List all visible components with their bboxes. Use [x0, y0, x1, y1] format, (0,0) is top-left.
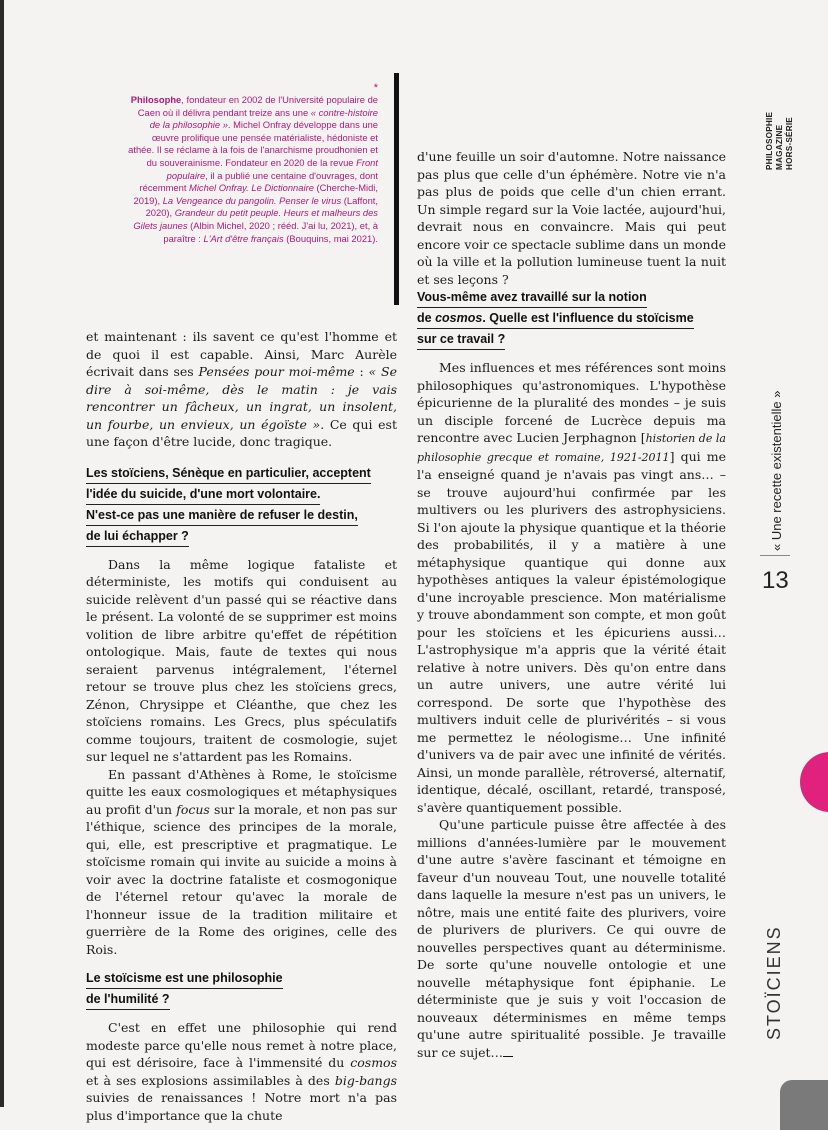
interview-question: Le stoïcisme est une philosophie de l'humilité ? [86, 970, 397, 1010]
paragraph: et maintenant : ils savent ce qu'est l'homme et de quoi il est capable. Ainsi, Marc Aurèle écrivait dans ses Pensées pour moi-même : « Se dire à soi-même, dès le matin : je vais rencontrer un fâcheux, un ingrat, un insolent, un fourbe, un envieux, un égoïste ». Ce qui est une façon d'être lucide, donc tragique. [86, 329, 397, 449]
left-column [86, 328, 397, 1124]
paragraph: Dans la même logique fataliste et déterministe, les motifs qui conduisent au suicide relèvent d'un passé qui se réactive dans le présent. La volonté de se supprimer est moins volition de libre arbitre qu'effet de répétition ontologique. Mais, faute de textes qui nous seraient parvenus intégralement, l'éternel retour se trouve plus chez les stoïciens grecs, Zénon, Chrysippe et Cléanthe, que chez les stoïciens romains. Les Grecs, plus spéculatifs comme toujours, traitent de cosmologie, sujet sur lequel ne s'attardent pas les Romains. [86, 556, 397, 764]
section-label: STOÏCIENS [764, 925, 784, 1040]
paragraph: En passant d'Athènes à Rome, le stoïcisme quitte les eaux cosmologiques et métaphysiques au profit d'un focus sur la morale, et non pas sur l'éthique, science des principes de la morale, qui, elle, est prescriptive et pragmatique. Le stoïcisme romain qui invite au suicide a moins à voir avec la doctrine fataliste et cosmogonique de l'éternel retour qu'avec la morale de l'honneur issue de la tradition militaire et guerrière de la Rome des origines, celle des Rois. [86, 766, 397, 957]
page-spine-edge [0, 0, 4, 1107]
paragraph: Qu'une particule puisse être affectée à des millions d'années-lumière par le mouvement d'une autre s'avère fascinant et témoigne en faveur d'un nouveau Tout, une nouvelle totalité dans laquelle la mesure n'est pas un univers, le nôtre, mais une entité faite des plurivers, voire de plurivers de plurivers. Ce qui ouvre de nouvelles perspectives quant au déterminisme. De sorte qu'une nouvelle ontologie et une nouvelle métaphysique font épiphanie. Le déterministe que je suis y voit l'occasion de nouveaux déterminismes en même temps qu'une autre spiritualité possible. Je travaille sur ce sujet… [417, 817, 726, 1060]
paragraph: d'une feuille un soir d'automne. Notre naissance pas plus que celle d'un éphémère. Notre vie n'a pas plus de poids que celle d'un chien errant. Un simple regard sur la Voie lactée, aujourd'hui, devrait nous en convaincre. Mais qui peut encore voir ce spectacle sublime dans un monde où la ville et la pollution lumineuse tuent la nuit et ses leçons ? [417, 149, 726, 287]
right-column-top [417, 148, 726, 288]
author-bio: * Philosophe, fondateur en 2002 de l'Université populaire de Caen où il délivra pendant treize ans une « contre-histoire de la philosophie ». Michel Onfray développe dans une œuvre prolifique une pensée matérialiste, hédoniste et athée. Il se réclame à la fois de l'anarchisme proudhonien et du souverainisme. Fondateur en 2020 de la revue Front populaire, il a publié une centaine d'ouvrages, dont récemment Michel Onfray. Le Dictionnaire (Cherche-Midi, 2019), La Vengeance du pangolin. Penser le virus (Laffont, 2020), Grandeur du petit peuple. Heurs et malheurs des Gilets jaunes (Albin Michel, 2020 ; rééd. J'ai lu, 2021), et, à paraître : L'Art d'être français (Bouquins, mai 2021). [128, 82, 378, 244]
bio-divider-rule [394, 73, 399, 305]
section-tab-marker [800, 752, 828, 812]
rail-divider [760, 555, 790, 556]
interview-question: Vous-même avez travaillé sur la notion de cosmos. Quelle est l'influence du stoïcisme sur ce travail ? [417, 289, 726, 350]
end-of-article-mark [503, 1056, 513, 1057]
paragraph: Mes influences et mes références sont moins philosophiques qu'astronomiques. L'hypothèse épicurienne de la pluralité des mondes – je suis un disciple forcené de Lucrèce depuis ma rencontre avec Lucien Jerphagnon [historien de la philosophie grecque et romaine, 1921-2011] qui me l'a enseigné quand je n'avais pas vingt ans… – se trouve aujourd'hui confirmée par les multivers ou les plurivers des astrophysiciens. Si l'on ajoute la physique quantique et la théorie des probabilités, il y a matière à une métaphysique quantique qui donne aux hypothèses antiques la valeur épistémologique d'une incroyable prescience. Mon matérialisme y trouve abondamment son compte, et mon goût pour les stoïciens et les épicuriens aussi… L'astrophysique m'a appris que la vérité était relative à notre univers. Dès qu'on entre dans un autre univers, une autre vérité lui correspond. De sorte que l'hypothèse des multivers induit celle de plurivérités – si vous me permettez le néologisme… Une infinité d'univers va de pair avec une infinité de vérités. Ainsi, un monde parallèle, rétroversé, alternatif, identique, décalé, oscillant, retardé, transposé, s'avère quantiquement possible. [417, 360, 727, 815]
article-title-rail: « Une recette existentielle » [769, 390, 784, 551]
paragraph: C'est en effet une philosophie qui rend modeste parce qu'elle nous remet à notre place, qui est dérisoire, face à l'immensité du cosmos et à ses explosions assimilables à des big-bangs suivies de renaissances ! Notre mort n'a pas plus d'importance que la chute [86, 1020, 397, 1123]
bio-asterisk: * [373, 82, 378, 94]
corner-page-tab [780, 1080, 828, 1130]
interview-question: Les stoïciens, Sénèque en particulier, acceptent l'idée du suicide, d'une mort volontaire. N'est-ce pas une manière de refuser le destin, de lui échapper ? [86, 465, 397, 547]
magazine-running-head: PHILOSOPHIE MAGAZINE HORS-SÉRIE [765, 111, 794, 170]
right-column [417, 289, 726, 1061]
bio-role: Philosophe [130, 94, 182, 105]
page-number: 13 [762, 567, 789, 594]
